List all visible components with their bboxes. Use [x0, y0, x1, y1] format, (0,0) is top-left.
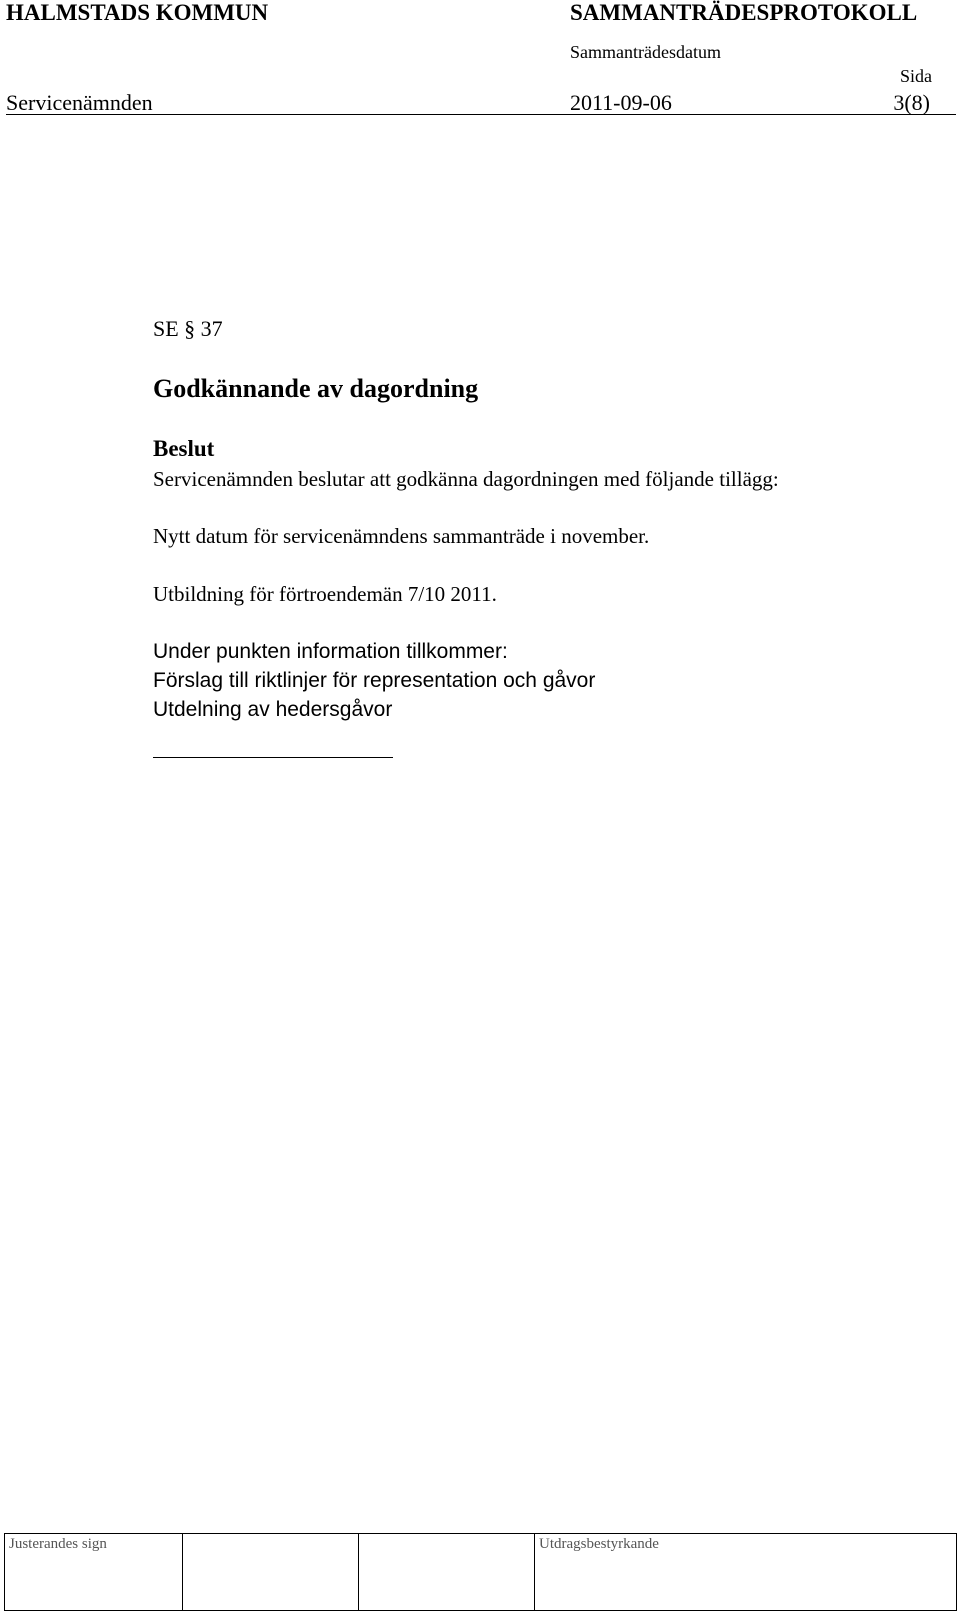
decision-text: Servicenämnden beslutar att godkänna dagordningen med följande tillägg:	[153, 467, 779, 491]
header-divider	[6, 114, 956, 115]
addition-item: Nytt datum för servicenämndens sammanträde i november.	[153, 524, 650, 548]
organization-name: HALMSTADS KOMMUN	[6, 0, 269, 25]
decision-heading: Beslut	[153, 436, 215, 461]
section-title: Godkännande av dagordning	[153, 374, 479, 403]
addition-item: Utbildning för förtroendemän 7/10 2011.	[153, 582, 497, 606]
information-item: Förslag till riktlinjer för representation och gåvor	[153, 669, 596, 692]
signature-cell	[5, 1534, 183, 1611]
document-type: SAMMANTRÄDESPROTOKOLL	[570, 0, 918, 25]
section-end-rule	[153, 757, 393, 758]
page-number: 3(8)	[893, 90, 930, 115]
signature-cell	[183, 1534, 359, 1611]
justerandes-sign-label: Justerandes sign	[9, 1536, 107, 1552]
meeting-date: 2011-09-06	[570, 90, 672, 115]
signature-cell	[359, 1534, 535, 1611]
signature-table	[4, 1533, 957, 1611]
information-item: Utdelning av hedersgåvor	[153, 698, 393, 721]
signature-cell	[535, 1534, 957, 1611]
information-heading: Under punkten information tillkommer:	[153, 640, 508, 663]
committee-name: Servicenämnden	[6, 90, 153, 115]
utdragsbestyrkande-label: Utdragsbestyrkande	[539, 1536, 659, 1552]
page-label: Sida	[899, 66, 932, 86]
section-number: SE § 37	[153, 316, 223, 341]
date-label: Sammanträdesdatum	[570, 42, 721, 62]
